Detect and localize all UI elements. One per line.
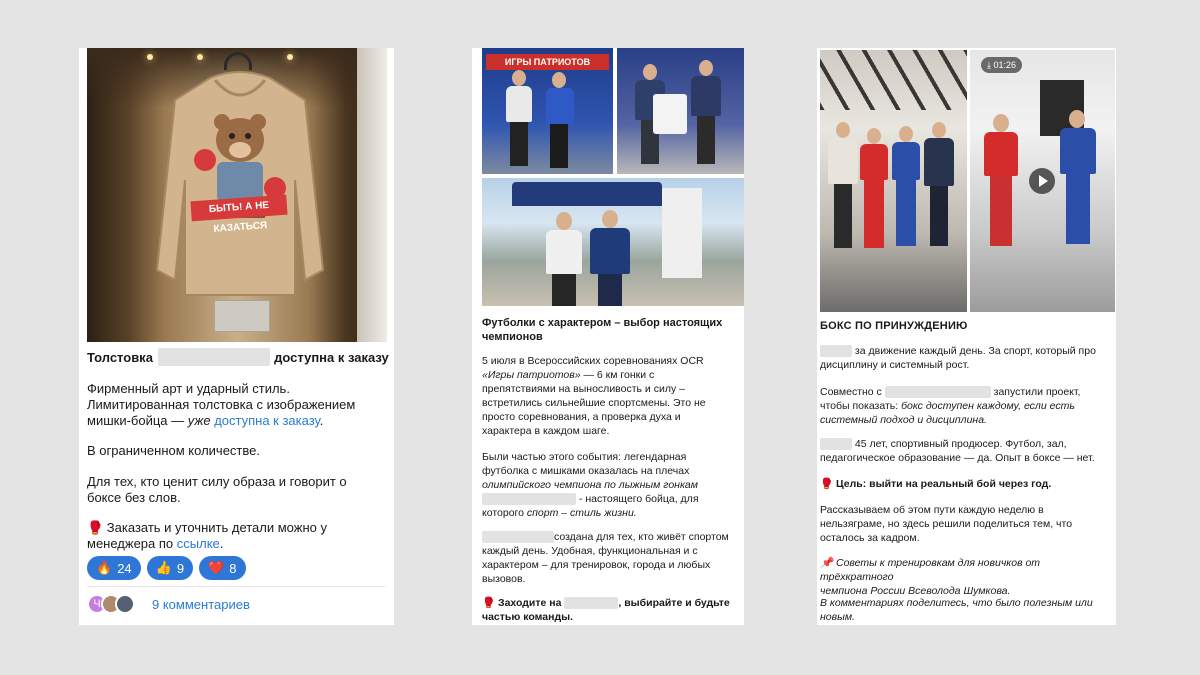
reaction-fire[interactable]: 🔥 24 xyxy=(87,556,141,580)
redacted-brand xyxy=(158,348,270,366)
hoodie-illustration xyxy=(155,70,325,300)
redacted-brand xyxy=(885,386,991,398)
post-card-tshirts xyxy=(472,48,744,625)
avatar xyxy=(115,594,135,614)
event-banner: ИГРЫ ПАТРИОТОВ xyxy=(486,54,609,70)
post-title: Футболки с характером – выбор настоящих чемпионов xyxy=(482,317,723,343)
photo-athletes-2[interactable] xyxy=(617,48,744,174)
comments-link[interactable]: 9 комментариев xyxy=(152,597,250,612)
redacted-name xyxy=(820,345,852,357)
heart-icon: ❤️ xyxy=(208,560,225,575)
thumbs-up-icon: 👍 xyxy=(155,560,172,575)
post-title: БОКС ПО ПРИНУЖДЕНИЮ xyxy=(820,320,968,332)
commenter-avatars[interactable] xyxy=(87,594,129,614)
order-link[interactable]: доступна к заказу xyxy=(214,413,320,428)
post-paragraph-7: В комментариях поделитесь, что было полезным или новым. xyxy=(820,597,1093,623)
post-paragraph-3: создана для тех, кто живёт спортом каждый день. Удобная, функциональная и с характером – для тренировок, города и любых вызовов. xyxy=(482,531,729,585)
manager-link[interactable]: ссылке xyxy=(176,536,220,551)
tshirt-held xyxy=(653,94,687,134)
fire-icon: 🔥 xyxy=(96,560,113,575)
reactions-bar xyxy=(87,556,246,580)
photo-athletes-1[interactable] xyxy=(482,48,613,174)
redacted-site xyxy=(564,597,618,609)
post-card-hoodie xyxy=(79,48,394,625)
post-paragraph-1: за движение каждый день. За спорт, который про дисциплину и системный рост. xyxy=(820,345,1096,371)
photo-athletes-3[interactable] xyxy=(482,178,744,306)
post-card-boxing xyxy=(817,48,1116,625)
reaction-heart[interactable]: ❤️ 8 xyxy=(199,556,245,580)
photo-boxing-group[interactable] xyxy=(820,50,967,312)
post-paragraph-6: 📌 Советы к тренировкам для новичков от трёхкратного чемпиона России Всеволода Шумкова. xyxy=(820,557,1041,597)
post-paragraph-1: Фирменный арт и ударный стиль. Лимитированная толстовка с изображением мишки-бойца — уже доступна к заказу. xyxy=(87,381,356,428)
post-paragraph-4: 🥊 Заказать и уточнить детали можно у менеджера по ссылке. xyxy=(87,520,327,551)
hoodie-photo[interactable] xyxy=(87,48,387,342)
reaction-thumbs-up[interactable]: 👍 9 xyxy=(147,556,193,580)
post-paragraph-3: 45 лет, спортивный продюсер. Футбол, зал, педагогическое образование — да. Опыт в боксе — нет. xyxy=(820,438,1095,464)
pedestal xyxy=(214,300,270,332)
post-goal: 🥊 Цель: выйти на реальный бой через год. xyxy=(820,478,1052,490)
avatar: Ч xyxy=(87,594,107,614)
post-paragraph-4: 🥊 Заходите на , выбирайте и будьте частью команды. xyxy=(482,597,730,623)
post-paragraph-2: В ограниченном количестве. xyxy=(87,443,260,458)
play-icon[interactable] xyxy=(1029,168,1055,194)
video-duration-badge: ⤓ 01:26 xyxy=(981,57,1022,73)
post-paragraph-3: Для тех, кто ценит силу образа и говорит о боксе без слов. xyxy=(87,474,347,505)
post-paragraph-5: Рассказываем об этом пути каждую неделю в нельзяграме, но здесь решили поделиться тем, что осталось за кадром. xyxy=(820,504,1073,544)
redacted-name xyxy=(482,493,576,505)
post-title: Толстовка доступна к заказу xyxy=(87,350,389,365)
divider xyxy=(87,586,386,587)
post-paragraph-2: Были частью этого события: легендарная футболка с мишками оказалась на плечах олимпийского чемпиона по лыжным гонкам - настоящего бойца, для которого спорт – стиль жизни. xyxy=(482,451,699,519)
hoodie-print-slogan: БЫТЬ! А НЕ КАЗАТЬСЯ xyxy=(190,195,287,222)
redacted-name xyxy=(820,438,852,450)
post-paragraph-1: 5 июля в Всероссийских соревнованиях OCR «Игры патриотов» — 6 км гонки с препятствиями на выносливость и силу – встретились сильнейшие спортсмены. Это не просто соревнования, а проверка духа и характера в каждом шаге. xyxy=(482,355,706,437)
post-paragraph-2: Совместно с запустили проект, чтобы показать: бокс доступен каждому, если есть системный подход и дисциплина. xyxy=(820,386,1081,426)
redacted-brand xyxy=(482,531,554,543)
